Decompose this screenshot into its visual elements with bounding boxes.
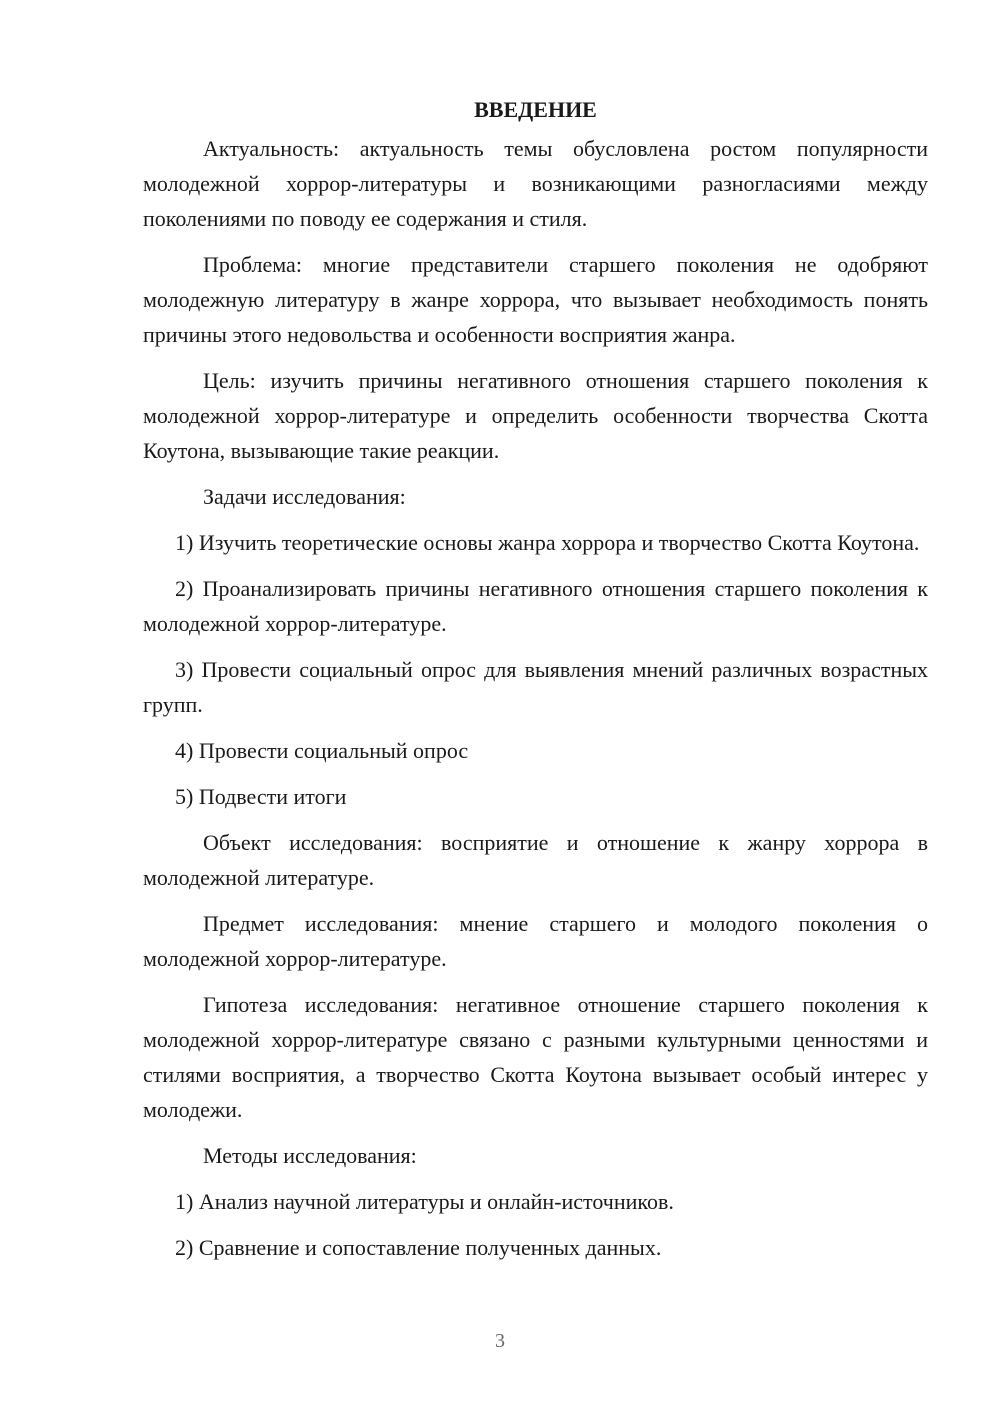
hypothesis-paragraph: Гипотеза исследования: негативное отношение старшего поколения к молодежной хоррор-литературе связано с разными культурными ценностями и стилями восприятия, а творчество Скотта Коутона вызывает особый интерес у молодежи. — [143, 992, 928, 1122]
method-item-1: 1) Анализ научной литературы и онлайн-источников. — [175, 1189, 674, 1214]
tasks-label: Задачи исследования: — [203, 484, 406, 509]
methods-label: Методы исследования: — [203, 1143, 417, 1168]
page-number: 3 — [495, 1330, 505, 1352]
relevance-paragraph: Актуальность: актуальность темы обусловлена ростом популярности молодежной хоррор-литературы и возникающими разногласиями между поколениями по поводу ее содержания и стиля. — [143, 136, 928, 231]
task-item-2: 2) Проанализировать причины негативного отношения старшего поколения к молодежной хоррор-литературе. — [143, 576, 928, 636]
page-title: ВВЕДЕНИЕ — [474, 97, 597, 122]
document-page — [143, 92, 928, 1265]
task-item-4: 4) Провести социальный опрос — [175, 738, 469, 763]
problem-paragraph: Проблема: многие представители старшего поколения не одобряют молодежную литературу в жанре хоррора, что вызывает необходимость понять причины этого недовольства и особенности восприятия жанра. — [143, 252, 928, 347]
task-item-5: 5) Подвести итоги — [175, 784, 347, 809]
goal-paragraph: Цель: изучить причины негативного отношения старшего поколения к молодежной хоррор-литературе и определить особенности творчества Скотта Коутона, вызывающие такие реакции. — [143, 368, 928, 463]
subject-paragraph: Предмет исследования: мнение старшего и молодого поколения о молодежной хоррор-литературе. — [143, 911, 928, 971]
object-paragraph: Объект исследования: восприятие и отношение к жанру хоррора в молодежной литературе. — [143, 830, 928, 890]
method-item-2: 2) Сравнение и сопоставление полученных данных. — [175, 1235, 662, 1260]
task-item-3: 3) Провести социальный опрос для выявления мнений различных возрастных групп. — [143, 657, 928, 717]
task-item-1: 1) Изучить теоретические основы жанра хоррора и творчество Скотта Коутона. — [175, 530, 920, 555]
